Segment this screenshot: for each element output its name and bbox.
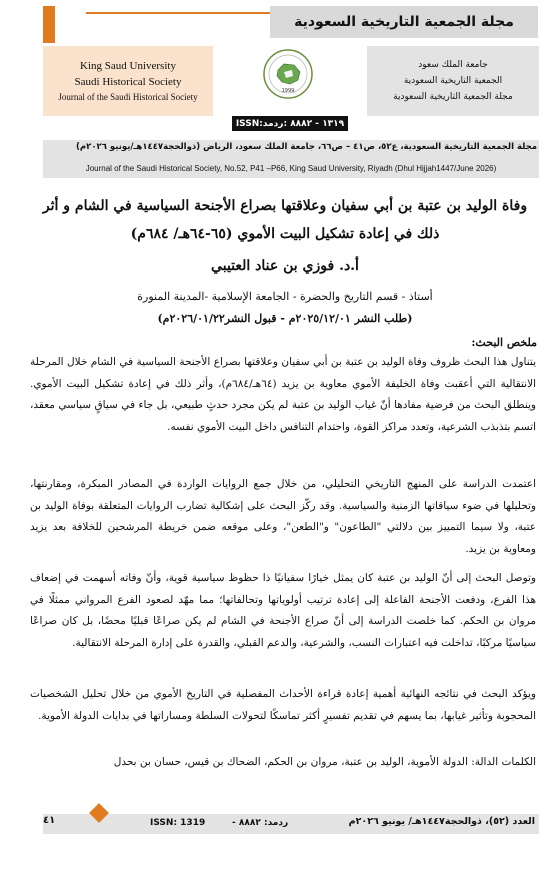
footer-issue-info: العدد (٥٢)، ذوالحجة١٤٤٧هـ/ يونيو ٢٠٢٦م [348,816,535,827]
abstract-heading: ملخص البحث: [471,336,537,349]
abstract-paragraph: وتوصل البحث إلى أنّ الوليد بن عتبة كان يمثل خيارًا سفيانيًا ذا حظوظ سياسية قوية، وأنّ وفاته أسهمت في إضعاف هذا الفرع، ودفعت الأجنحة الفاعلة إلى إعادة ترتيب أولوياتها وتحالفاتها؛ مما مهّد لصعود الفرع المرواني ممثلًا في مروان بن الحكم. كما خلصت الدراسة إلى أنّ صراع الأجنحة في الشام لم يكن صراعًا قبليًا محضًا، بل كان صراعًا سياسيًا مركبًا، تداخلت فيه اعتبارات النسب، والشرعية، والدعم القبلي، والقدرة على إدارة المرحلة الانتقالية. [30,572,536,649]
footer-issn-ar: ردمد: ٨٨٨٢ - [232,818,289,828]
abstract-paragraph: يتناول هذا البحث ظروف وفاة الوليد بن عتبة بن أبي سفيان وعلاقتها بصراع الأجنحة السياسية في الشام خلال المرحلة الانتقالية التي أعقبت وفاة الخليفة الأموي معاوية بن يزيد (٦٤هـ/٦٨٤م)، وأثر ذلك في إعادة تشكيل البيت الأموي. وينطلق البحث من فرضية مفادها أنّ غياب الوليد بن عتبة لم يكن مجرد حدثٍ طبيعي، بل جاء في سياقٍ سياسي معقد، اتسم بتذبذب الشرعية، وتعدد مراكز القوة، واحتدام التنافس داخل البيت الأموي نفسه. [30,356,537,433]
logo-year: 1999 [281,88,295,94]
university-name-ar: جامعة الملك سعود [418,60,488,70]
footer-issn-en: ISSN: 1319 [150,818,206,828]
author-affiliation: أستاذ - قسم التاريخ والحضرة - الجامعة الإسلامية -المدينة المنورة [137,290,433,303]
citation-english: Journal of the Saudi Historical Society, No.52, P41 –P66, King Saud University, Riyadh (Dhul Hijjah1447/June 2026) [85,164,497,173]
article-title-line2: ذلك في إعادة تشكيل البيت الأموي (٦٥-٦٤هـ/ ٦٨٤م) [130,226,440,242]
author-name: أ.د. فوزي بن عناد العتيبي [211,258,359,274]
header-accent-line [86,12,274,14]
page-number: ٤١ [43,815,56,826]
article-title-line1: وفاة الوليد بن عتبة بن أبي سفيان وعلاقتها بصراع الأجنحة السياسية في الشام و أثر [42,198,528,214]
journal-name-ar: مجلة الجمعية التاريخية السعودية [393,92,513,102]
abstract-paragraph: ويؤكد البحث في نتائجه النهائية أهمية إعادة قراءة الأحداث المفصلية في التاريخ الأموي من خلال تحليل الشخصيات المحجوبة وتأثير غيابها، بما يسهم في تقديم تفسيرٍ أكثر تماسكًا لتحولات السلطة ومساراتها في بدايات الدولة الأموية. [30,688,536,722]
submission-dates: (طلب النشر ٢٠٢٥/١٢/٠١م - قبول النشر٢٠٢٦/٠١/٢٢م) [157,312,413,325]
society-name-en: Saudi Historical Society [74,76,182,88]
header-spacer [56,6,86,43]
journal-title: مجلة الجمعية التاريخية السعودية [270,6,538,38]
keywords-paragraph: الكلمات الدالة: الدولة الأموية، الوليد بن عتبة، مروان بن الحكم، الضحاك بن قيس، حسان بن بحدل [113,756,536,768]
journal-name-en: Journal of the Saudi Historical Society [58,92,198,102]
header-accent-bar [43,6,55,43]
society-name-ar: الجمعية التاريخية السعودية [403,76,503,86]
english-header-box [43,46,213,116]
university-name-en: King Saud University [80,60,176,72]
abstract-paragraph: اعتمدت الدراسة على المنهج التاريخي التحليلي، من خلال جمع الروايات الواردة في المصادر المبكرة، ومقارنتها، وتحليلها في ضوء سياقاتها الزمنية والسياسية. وقد ركّز البحث على إشكالية تضارب الروايات المتعلقة بوفاة الوليد بن عتبة، ولا سيما التمييز بين دلالتي "الطاعون" و"الطعن"، وعلى موقعه ضمن خريطة المرشحين للخلافة بعد يزيد ومعاوية بن يزيد. [30,478,536,555]
arabic-header-box [367,46,539,116]
issn-badge: ISSN:١٣١٩ - ٨٨٨٢ :ردمد [232,116,348,131]
society-logo [262,48,314,100]
citation-arabic: مجلة الجمعية التاريخية السعودية، ع٥٢، ص٤١ – ص٦٦، جامعة الملك سعود، الرياض (ذوالحجة١٤٤٧هـ/يونيو ٢٠٢٦م) [76,142,537,152]
